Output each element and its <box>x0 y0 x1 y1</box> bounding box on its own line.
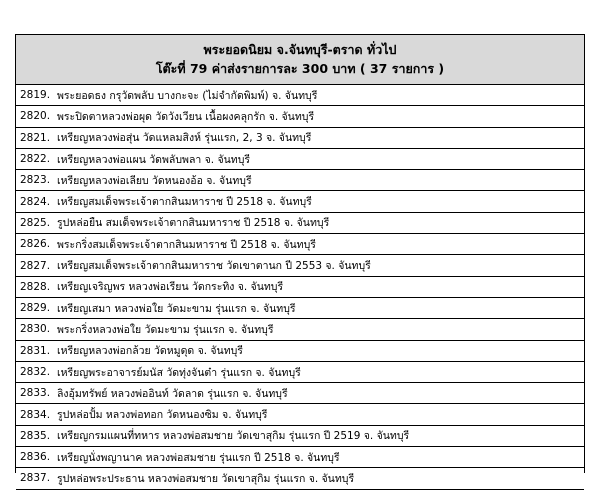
item-number: 2824. <box>20 195 51 208</box>
table-row <box>16 341 584 362</box>
table-row <box>16 234 584 255</box>
item-number: 2829. <box>20 302 51 315</box>
item-number: 2821. <box>20 131 51 144</box>
item-description: เหรียญหลวงพ่อเลียบ วัดหนองอ้อ จ. จันทบุรี <box>57 174 252 187</box>
item-description: เหรียญพระอาจารย์มนัส วัดทุ่งจันต๋า รุ่นแรก จ. จันทบุรี <box>57 366 301 379</box>
table-row <box>16 277 584 298</box>
table-row <box>16 468 584 489</box>
item-description: เหรียญหลวงพ่อสุ่น วัดแหลมสิงห์ รุ่นแรก, 2, 3 จ. จันทบุรี <box>57 132 312 145</box>
item-description: รูปหล่อปั้ม หลวงพ่อทอก วัดหนองซิม จ. จันทบุรี <box>57 409 268 422</box>
item-number: 2827. <box>20 259 51 272</box>
item-description: ลิงอุ้มทรัพย์ หลวงพ่ออินท์ วัดลาด รุ่นแรก จ. จันทบุรี <box>57 387 288 400</box>
item-number: 2828. <box>20 280 51 293</box>
table-row <box>16 447 584 468</box>
table-row <box>16 362 584 383</box>
item-description: พระกริ่งหลวงพ่อใย วัดมะขาม รุ่นแรก จ. จันทบุรี <box>57 323 274 336</box>
item-number: 2822. <box>20 153 51 166</box>
auction-list-sheet <box>15 34 585 485</box>
item-description: พระยอดธง กรุวัดพลับ บางกะจะ (ไม่จำกัดพิมพ์) จ. จันทบุรี <box>57 89 318 102</box>
item-number: 2820. <box>20 110 51 123</box>
table-row <box>16 426 584 447</box>
item-description: รูปหล่อพระประธาน หลวงพ่อสมชาย วัดเขาสุกิม รุ่นแรก จ. จันทบุรี <box>57 472 355 485</box>
item-description: เหรียญสมเด็จพระเจ้าตากสินมหาราช วัดเขาตานก ปี 2553 จ. จันทบุรี <box>57 260 371 273</box>
item-number: 2836. <box>20 451 51 464</box>
list-title: พระยอดนิยม จ.จันทบุรี-ตราด ทั่วไป <box>203 42 397 57</box>
item-description: เหรียญเสมา หลวงพ่อใย วัดมะขาม รุ่นแรก จ. จันทบุรี <box>57 302 296 315</box>
table-row <box>16 213 584 234</box>
item-description: เหรียญกรมแผนที่ทหาร หลวงพ่อสมชาย วัดเขาสุกิม รุ่นแรก ปี 2519 จ. จันทบุรี <box>57 430 410 443</box>
item-number: 2826. <box>20 238 51 251</box>
table-row <box>16 319 584 340</box>
item-number: 2833. <box>20 387 51 400</box>
item-list <box>16 85 584 490</box>
item-number: 2831. <box>20 344 51 357</box>
table-row <box>16 170 584 191</box>
item-number: 2837. <box>20 472 51 485</box>
table-row <box>16 191 584 212</box>
table-row <box>16 298 584 319</box>
item-description: พระปิดตาหลวงพ่อผุด วัดวังเวียน เนื้อผงคลุกรัก จ. จันทบุรี <box>57 110 315 123</box>
item-number: 2832. <box>20 366 51 378</box>
item-description: เหรียญหลวงพ่อแผน วัดพลับพลา จ. จันทบุรี <box>57 153 250 166</box>
table-row <box>16 404 584 425</box>
item-number: 2819. <box>20 89 51 102</box>
item-number: 2823. <box>20 174 51 187</box>
table-row <box>16 149 584 170</box>
table-row <box>16 383 584 404</box>
table-row <box>16 128 584 149</box>
item-number: 2825. <box>20 216 51 229</box>
item-number: 2834. <box>20 408 51 421</box>
item-number: 2835. <box>20 429 51 442</box>
item-description: รูปหล่อยืน สมเด็จพระเจ้าตากสินมหาราช ปี 2518 จ. จันทบุรี <box>57 217 330 230</box>
item-description: เหรียญสมเด็จพระเจ้าตากสินมหาราช ปี 2518 จ. จันทบุรี <box>57 196 312 209</box>
list-subtitle: โต๊ะที่ 79 ค่าส่งรายการละ 300 บาท ( 37 รายการ ) <box>155 61 445 76</box>
table-header <box>16 35 584 85</box>
item-description: เหรียญนั่งพญานาค หลวงพ่อสมชาย รุ่นแรก ปี 2518 จ. จันทบุรี <box>57 451 340 464</box>
table-row <box>16 255 584 276</box>
item-description: พระกริ่งสมเด็จพระเจ้าตากสินมหาราช ปี 2518 จ. จันทบุรี <box>57 238 316 251</box>
table-row <box>16 106 584 127</box>
item-number: 2830. <box>20 323 51 336</box>
item-description: เหรียญเจริญพร หลวงพ่อเรียน วัดกระทิง จ. จันทบุรี <box>57 281 284 294</box>
table-row <box>16 85 584 106</box>
item-description: เหรียญหลวงพ่อกล้วย วัดหมูดุด จ. จันทบุรี <box>57 345 243 358</box>
